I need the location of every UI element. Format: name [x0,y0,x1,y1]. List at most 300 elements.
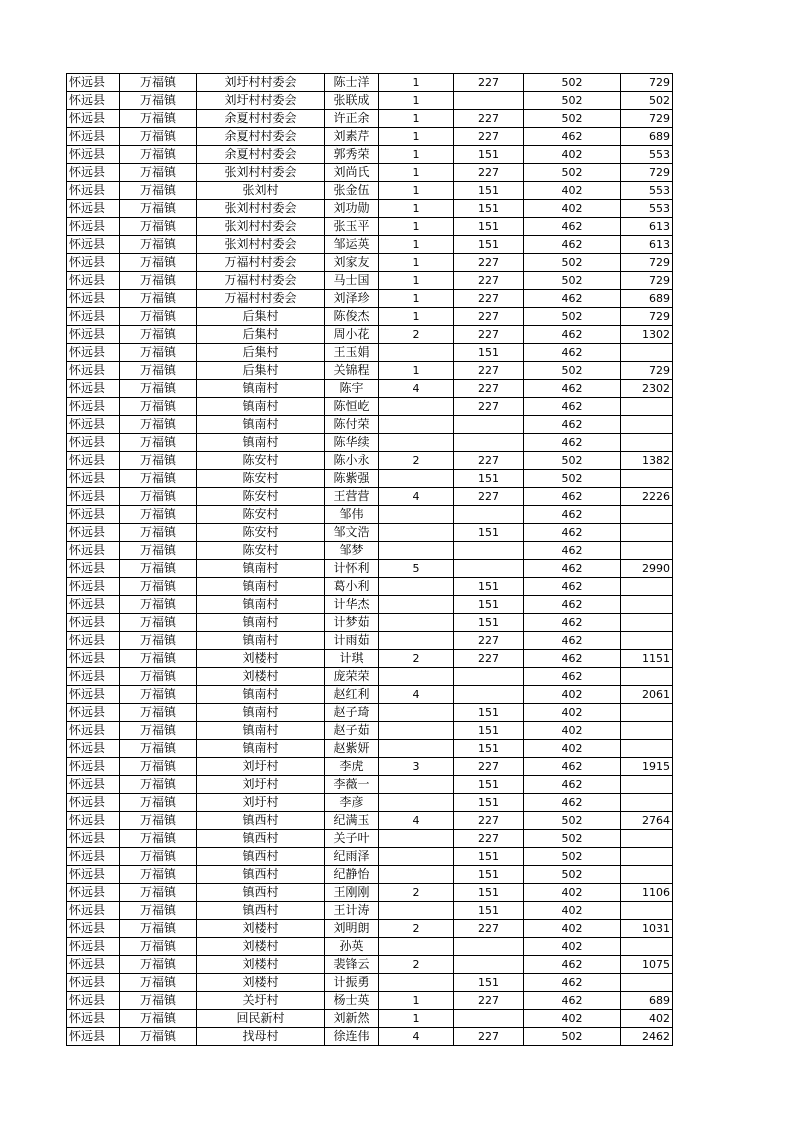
table-row [67,236,673,254]
table-row [67,128,673,146]
value-b-cell: 462 [524,542,621,560]
count-cell: 1 [379,164,454,182]
count-cell [379,704,454,722]
count-cell [379,344,454,362]
value-a-cell: 227 [454,254,524,272]
total-cell: 729 [621,254,673,272]
name-cell: 李虎 [325,758,379,776]
value-b-cell: 502 [524,866,621,884]
total-cell: 2462 [621,1028,673,1046]
town-cell: 万福镇 [120,182,197,200]
county-cell: 怀远县 [67,704,120,722]
value-b-cell: 462 [524,992,621,1010]
total-cell [621,542,673,560]
value-b-cell: 462 [524,560,621,578]
table-row [67,200,673,218]
count-cell [379,506,454,524]
county-cell: 怀远县 [67,938,120,956]
value-b-cell: 402 [524,722,621,740]
total-cell [621,614,673,632]
name-cell: 许正余 [325,110,379,128]
town-cell: 万福镇 [120,290,197,308]
total-cell [621,416,673,434]
count-cell [379,722,454,740]
name-cell: 邹文浩 [325,524,379,542]
village-cell: 镇南村 [197,578,325,596]
table-row [67,362,673,380]
count-cell [379,902,454,920]
count-cell: 1 [379,92,454,110]
county-cell: 怀远县 [67,848,120,866]
village-cell: 镇南村 [197,416,325,434]
value-a-cell: 227 [454,758,524,776]
table-row [67,596,673,614]
total-cell: 1075 [621,956,673,974]
county-cell: 怀远县 [67,452,120,470]
value-b-cell: 462 [524,506,621,524]
county-cell: 怀远县 [67,110,120,128]
town-cell: 万福镇 [120,794,197,812]
value-b-cell: 402 [524,902,621,920]
town-cell: 万福镇 [120,416,197,434]
village-cell: 镇西村 [197,866,325,884]
table-row [67,1010,673,1028]
value-b-cell: 462 [524,596,621,614]
village-cell: 镇南村 [197,722,325,740]
county-cell: 怀远县 [67,992,120,1010]
village-cell: 余夏村村委会 [197,146,325,164]
table-row [67,416,673,434]
table-row [67,758,673,776]
count-cell [379,614,454,632]
village-cell: 关圩村 [197,992,325,1010]
town-cell: 万福镇 [120,776,197,794]
value-b-cell: 402 [524,938,621,956]
county-cell: 怀远县 [67,560,120,578]
total-cell: 2764 [621,812,673,830]
value-b-cell: 502 [524,74,621,92]
county-cell: 怀远县 [67,884,120,902]
count-cell [379,524,454,542]
town-cell: 万福镇 [120,146,197,164]
value-b-cell: 402 [524,182,621,200]
county-cell: 怀远县 [67,596,120,614]
county-cell: 怀远县 [67,776,120,794]
village-cell: 镇南村 [197,632,325,650]
table-row [67,470,673,488]
name-cell: 计梦茹 [325,614,379,632]
town-cell: 万福镇 [120,524,197,542]
town-cell: 万福镇 [120,560,197,578]
value-b-cell: 462 [524,578,621,596]
county-cell: 怀远县 [67,146,120,164]
total-cell [621,596,673,614]
name-cell: 赵子琦 [325,704,379,722]
table-row [67,506,673,524]
county-cell: 怀远县 [67,578,120,596]
village-cell: 陈安村 [197,506,325,524]
value-b-cell: 402 [524,704,621,722]
value-b-cell: 502 [524,452,621,470]
name-cell: 庞荣荣 [325,668,379,686]
value-a-cell: 151 [454,722,524,740]
value-a-cell: 151 [454,218,524,236]
table-row [67,956,673,974]
county-cell: 怀远县 [67,686,120,704]
village-cell: 刘圩村 [197,776,325,794]
table-row [67,686,673,704]
name-cell: 徐连伟 [325,1028,379,1046]
town-cell: 万福镇 [120,362,197,380]
value-a-cell: 227 [454,272,524,290]
village-cell: 刘楼村 [197,920,325,938]
count-cell: 2 [379,956,454,974]
name-cell: 王玉娟 [325,344,379,362]
town-cell: 万福镇 [120,110,197,128]
town-cell: 万福镇 [120,686,197,704]
village-cell: 回民新村 [197,1010,325,1028]
town-cell: 万福镇 [120,830,197,848]
value-b-cell: 462 [524,326,621,344]
value-b-cell: 462 [524,488,621,506]
value-a-cell: 151 [454,578,524,596]
value-b-cell: 502 [524,272,621,290]
total-cell: 402 [621,1010,673,1028]
county-cell: 怀远县 [67,866,120,884]
value-a-cell: 151 [454,902,524,920]
total-cell: 1031 [621,920,673,938]
name-cell: 邹运英 [325,236,379,254]
village-cell: 后集村 [197,308,325,326]
count-cell: 4 [379,812,454,830]
count-cell: 1 [379,1010,454,1028]
total-cell [621,524,673,542]
town-cell: 万福镇 [120,650,197,668]
table-row [67,272,673,290]
value-b-cell: 502 [524,830,621,848]
total-cell [621,848,673,866]
value-a-cell: 151 [454,848,524,866]
town-cell: 万福镇 [120,272,197,290]
count-cell [379,596,454,614]
table-row [67,776,673,794]
village-cell: 后集村 [197,326,325,344]
value-b-cell: 462 [524,434,621,452]
village-cell: 镇南村 [197,596,325,614]
county-cell: 怀远县 [67,830,120,848]
value-a-cell: 151 [454,146,524,164]
town-cell: 万福镇 [120,380,197,398]
name-cell: 杨士英 [325,992,379,1010]
name-cell: 赵子茹 [325,722,379,740]
count-cell [379,830,454,848]
town-cell: 万福镇 [120,164,197,182]
county-cell: 怀远县 [67,668,120,686]
count-cell: 1 [379,74,454,92]
total-cell: 689 [621,128,673,146]
table-row [67,830,673,848]
table-row [67,434,673,452]
value-a-cell: 227 [454,110,524,128]
village-cell: 镇南村 [197,398,325,416]
total-cell [621,344,673,362]
count-cell: 1 [379,272,454,290]
name-cell: 葛小利 [325,578,379,596]
name-cell: 计雨茹 [325,632,379,650]
town-cell: 万福镇 [120,740,197,758]
value-a-cell [454,938,524,956]
count-cell: 2 [379,920,454,938]
name-cell: 陈小永 [325,452,379,470]
name-cell: 刘功勋 [325,200,379,218]
town-cell: 万福镇 [120,200,197,218]
value-b-cell: 462 [524,380,621,398]
town-cell: 万福镇 [120,848,197,866]
total-cell: 729 [621,110,673,128]
value-a-cell: 151 [454,344,524,362]
village-cell: 镇西村 [197,884,325,902]
village-cell: 余夏村村委会 [197,110,325,128]
value-a-cell: 227 [454,452,524,470]
name-cell: 陈付荣 [325,416,379,434]
count-cell: 1 [379,146,454,164]
total-cell [621,398,673,416]
village-cell: 镇南村 [197,704,325,722]
total-cell [621,578,673,596]
town-cell: 万福镇 [120,974,197,992]
county-cell: 怀远县 [67,470,120,488]
town-cell: 万福镇 [120,434,197,452]
village-cell: 镇西村 [197,812,325,830]
value-b-cell: 462 [524,344,621,362]
value-a-cell: 227 [454,326,524,344]
value-a-cell: 227 [454,830,524,848]
village-cell: 陈安村 [197,452,325,470]
county-cell: 怀远县 [67,398,120,416]
village-cell: 刘圩村村委会 [197,92,325,110]
value-a-cell [454,416,524,434]
table-row [67,326,673,344]
village-cell: 张刘村村委会 [197,236,325,254]
count-cell: 1 [379,182,454,200]
town-cell: 万福镇 [120,308,197,326]
name-cell: 刘明朗 [325,920,379,938]
name-cell: 陈俊杰 [325,308,379,326]
value-a-cell: 151 [454,236,524,254]
town-cell: 万福镇 [120,596,197,614]
county-cell: 怀远县 [67,614,120,632]
town-cell: 万福镇 [120,344,197,362]
name-cell: 陈紫强 [325,470,379,488]
county-cell: 怀远县 [67,722,120,740]
name-cell: 马士国 [325,272,379,290]
county-cell: 怀远县 [67,416,120,434]
village-cell: 刘楼村 [197,956,325,974]
name-cell: 张玉平 [325,218,379,236]
count-cell [379,866,454,884]
village-cell: 刘圩村 [197,758,325,776]
value-b-cell: 402 [524,740,621,758]
town-cell: 万福镇 [120,1010,197,1028]
count-cell: 4 [379,1028,454,1046]
table-row [67,398,673,416]
value-a-cell [454,506,524,524]
value-b-cell: 402 [524,920,621,938]
total-cell: 1382 [621,452,673,470]
value-a-cell: 227 [454,632,524,650]
total-cell [621,434,673,452]
total-cell: 553 [621,200,673,218]
value-b-cell: 462 [524,416,621,434]
value-a-cell: 151 [454,740,524,758]
value-a-cell: 227 [454,1028,524,1046]
value-a-cell [454,956,524,974]
value-b-cell: 502 [524,110,621,128]
village-cell: 镇西村 [197,830,325,848]
village-cell: 镇南村 [197,740,325,758]
name-cell: 周小花 [325,326,379,344]
value-a-cell [454,686,524,704]
county-cell: 怀远县 [67,74,120,92]
town-cell: 万福镇 [120,722,197,740]
total-cell: 613 [621,236,673,254]
county-cell: 怀远县 [67,758,120,776]
table-row [67,866,673,884]
total-cell: 729 [621,164,673,182]
name-cell: 邹梦 [325,542,379,560]
county-cell: 怀远县 [67,218,120,236]
table-row [67,254,673,272]
total-cell [621,776,673,794]
village-cell: 刘楼村 [197,668,325,686]
total-cell [621,506,673,524]
value-a-cell: 151 [454,614,524,632]
value-a-cell: 151 [454,974,524,992]
name-cell: 刘素芹 [325,128,379,146]
county-cell: 怀远县 [67,164,120,182]
count-cell: 2 [379,884,454,902]
data-table [66,73,673,1046]
name-cell: 孙英 [325,938,379,956]
name-cell: 纪雨泽 [325,848,379,866]
value-b-cell: 462 [524,524,621,542]
total-cell [621,722,673,740]
count-cell: 2 [379,326,454,344]
table-row [67,524,673,542]
name-cell: 李彦 [325,794,379,812]
count-cell: 1 [379,128,454,146]
village-cell: 张刘村村委会 [197,218,325,236]
value-a-cell: 227 [454,362,524,380]
town-cell: 万福镇 [120,326,197,344]
county-cell: 怀远县 [67,200,120,218]
town-cell: 万福镇 [120,452,197,470]
name-cell: 计华杰 [325,596,379,614]
table-row [67,722,673,740]
count-cell [379,938,454,956]
value-a-cell [454,1010,524,1028]
count-cell [379,578,454,596]
table-row [67,488,673,506]
total-cell: 613 [621,218,673,236]
count-cell: 5 [379,560,454,578]
total-cell: 1106 [621,884,673,902]
table-row [67,578,673,596]
value-a-cell: 227 [454,488,524,506]
value-a-cell [454,542,524,560]
total-cell: 2302 [621,380,673,398]
table-row [67,632,673,650]
count-cell: 1 [379,308,454,326]
town-cell: 万福镇 [120,668,197,686]
county-cell: 怀远县 [67,182,120,200]
value-b-cell: 462 [524,956,621,974]
village-cell: 张刘村村委会 [197,164,325,182]
count-cell: 1 [379,236,454,254]
value-a-cell: 151 [454,182,524,200]
table-row [67,740,673,758]
value-b-cell: 502 [524,254,621,272]
name-cell: 刘尚氏 [325,164,379,182]
count-cell [379,398,454,416]
table-row [67,812,673,830]
total-cell: 729 [621,74,673,92]
town-cell: 万福镇 [120,488,197,506]
name-cell: 陈华续 [325,434,379,452]
county-cell: 怀远县 [67,1028,120,1046]
total-cell [621,668,673,686]
village-cell: 陈安村 [197,488,325,506]
value-a-cell: 227 [454,308,524,326]
town-cell: 万福镇 [120,902,197,920]
county-cell: 怀远县 [67,506,120,524]
value-a-cell: 227 [454,164,524,182]
village-cell: 陈安村 [197,542,325,560]
table-row [67,992,673,1010]
value-b-cell: 462 [524,668,621,686]
town-cell: 万福镇 [120,218,197,236]
value-b-cell: 402 [524,686,621,704]
value-a-cell: 151 [454,884,524,902]
county-cell: 怀远县 [67,1010,120,1028]
value-b-cell: 502 [524,470,621,488]
value-b-cell: 462 [524,776,621,794]
value-a-cell [454,434,524,452]
table-row [67,290,673,308]
count-cell: 2 [379,452,454,470]
county-cell: 怀远县 [67,128,120,146]
name-cell: 计怀利 [325,560,379,578]
count-cell [379,974,454,992]
table-row [67,1028,673,1046]
name-cell: 纪静怡 [325,866,379,884]
table-row [67,668,673,686]
name-cell: 赵紫妍 [325,740,379,758]
table-row [67,110,673,128]
table-row [67,452,673,470]
town-cell: 万福镇 [120,938,197,956]
value-a-cell: 227 [454,74,524,92]
county-cell: 怀远县 [67,380,120,398]
value-a-cell: 227 [454,398,524,416]
name-cell: 刘泽珍 [325,290,379,308]
count-cell: 1 [379,110,454,128]
table-row [67,938,673,956]
name-cell: 陈士洋 [325,74,379,92]
count-cell [379,542,454,560]
total-cell [621,740,673,758]
county-cell: 怀远县 [67,272,120,290]
